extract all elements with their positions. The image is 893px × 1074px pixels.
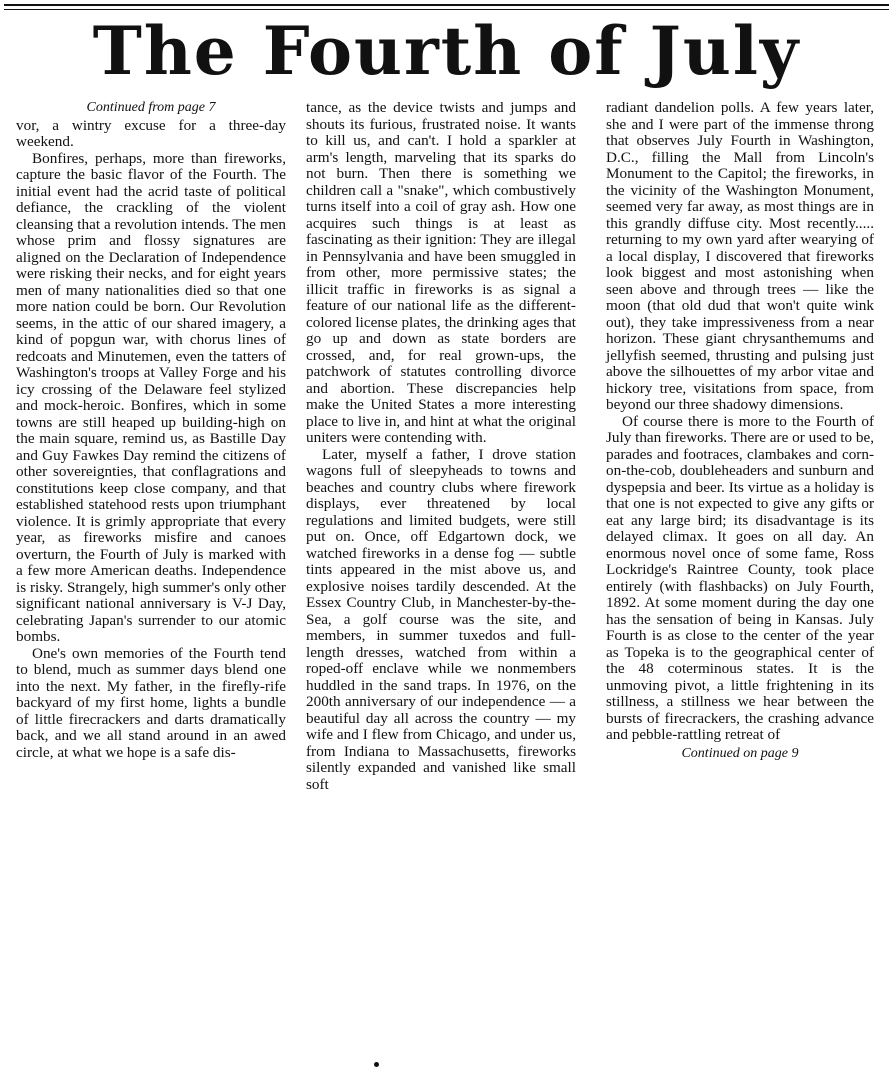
top-rule: [4, 4, 889, 6]
paragraph: radiant dandelion polls. A few years later, she and I were part of the immense throng that observes July Fourth in Washington, D.C., filling the Mall from Lincoln's Monument to the Capitol; the fireworks, in the vicinity of the Washington Monument, seemed very far away, as most things are in this grandly diffuse city. Most recently..... returning to my own yard after wearying of a local display, I discovered that fireworks look biggest and most astonishing when seen above and through trees — like the moon (that old dud that won't quite wink out), they take impressiveness from a near horizon. These giant chrysanthemums and jellyfish seemed, thrusting and pulsing just above the silhouettes of my arbor vitae and hickory tree, visitations from space, from beyond our three shadowy dimensions.: [606, 99, 874, 413]
paragraph: Later, myself a father, I drove station wagons full of sleepyheads to towns and beaches and country clubs where firework displays, ever threatened by local regulations and limited budgets, were still put on. Once, off Edgartown dock, we watched fireworks in a dense fog — subtle tints appeared in the mist above us, and explosive noises tardily descended. At the Essex Country Club, in Manchester-by-the-Sea, a golf course was the site, and members, in summer tuxedos and full-length dresses, watched from within a roped-off enclave while we nonmembers huddled in the sand traps. In 1976, on the 200th anniversary of our independence — a beautiful day all across the country — my wife and I flew from Chicago, and under us, from Indiana to Massachusetts, fireworks silently expanded and vanished like small soft: [306, 445, 576, 793]
paragraph: vor, a wintry excuse for a three-day weekend.: [16, 116, 286, 150]
paragraph: One's own memories of the Fourth tend to blend, much as summer days blend one into the next. My father, in the firefly-rife backyard of my first home, lights a bundle of little firecrackers and darts dramatically back, and we all stand around in an awed circle, at what we hope is a safe dis-: [16, 644, 286, 761]
column-3: [606, 100, 874, 763]
bullet-mark: [374, 1062, 379, 1067]
paragraph: tance, as the device twists and jumps and shouts its furious, frustrated noise. It wants to kill us, and can't. I hold a sparkler at arm's length, marveling that its sparks do not burn. Then there is something we children call a "snake", which combustively turns itself into a coil of gray ash. How one acquires such things is at least as fascinating as their ignition: They are illegal in Pennsylvania and have been smuggled in from other, more permissive states; the illicit traffic in fireworks is as signal a feature of our national life as the different-colored license plates, the drinking ages that go up and down as state borders are crossed, and, for real grown-ups, the patchwork of statutes controlling divorce and abortion. These discrepancies help make the United States a more interesting place to live in, and hint at what the original uniters were contending with.: [306, 99, 576, 446]
page-title: The Fourth of July: [92, 12, 801, 90]
continued-from-label: Continued from page 7: [86, 100, 216, 115]
column-2: [306, 100, 576, 793]
paragraph: Of course there is more to the Fourth of July than fireworks. There are or used to be, parades and footraces, clambakes and corn-on-the-cob, doubleheaders and sunburn and dyspepsia and beer. Its virtue as a holiday is that one is not expected to give any gifts or eat any large bird; its disadvantage is its delayed climax. It goes on all day. An enormous novel once of some fame, Ross Lockridge's Raintree County, took place entirely (with flashbacks) on July Fourth, 1892. At some moment during the day one has the sensation of being in Kansas. July Fourth is as close to the center of the year as Topeka is to the geographical center of the 48 coterminous states. It is the unmoving pivot, a little frightening in its stillness, a stillness we hear between the bursts of firecrackers, the crashing advance and pebble-rattling retreat of: [606, 412, 874, 743]
continued-on-label: Continued on page 9: [681, 745, 799, 761]
paragraph: Bonfires, perhaps, more than fireworks, capture the basic flavor of the Fourth. The initial event had the acrid taste of political defiance, the crackling of the violent cleansing that a revolution intends. The men whose prim and flossy signatures are aligned on the Declaration of Independence were risking their necks, and for eight years men of many nationalities died so that one more nation could be born. Our Revolution seems, in the attic of our shared imagery, a kind of popgun war, with chorus lines of redcoats and Minutemen, even the tatters of Washington's troops at Valley Forge and his icy crossing of the Delaware feel stylized and mock-heroic. Bonfires, which in some towns are still heaped up building-high on the main square, remind us, as Bastille Day and Guy Fawkes Day remind the citizens of other sovereignties, that conflagrations and constitutions keep close company, and that established statehood rests upon triumphant violence. It is grimly appropriate that every year, as fireworks misfire and canoes overturn, the Fourth of July is marked with a few more American deaths. Independence is risky. Strangely, high summer's only other significant national anniversary is V-J Day, celebrating Japan's surrender to our atomic bombs.: [16, 149, 286, 645]
column-1: [16, 100, 286, 761]
